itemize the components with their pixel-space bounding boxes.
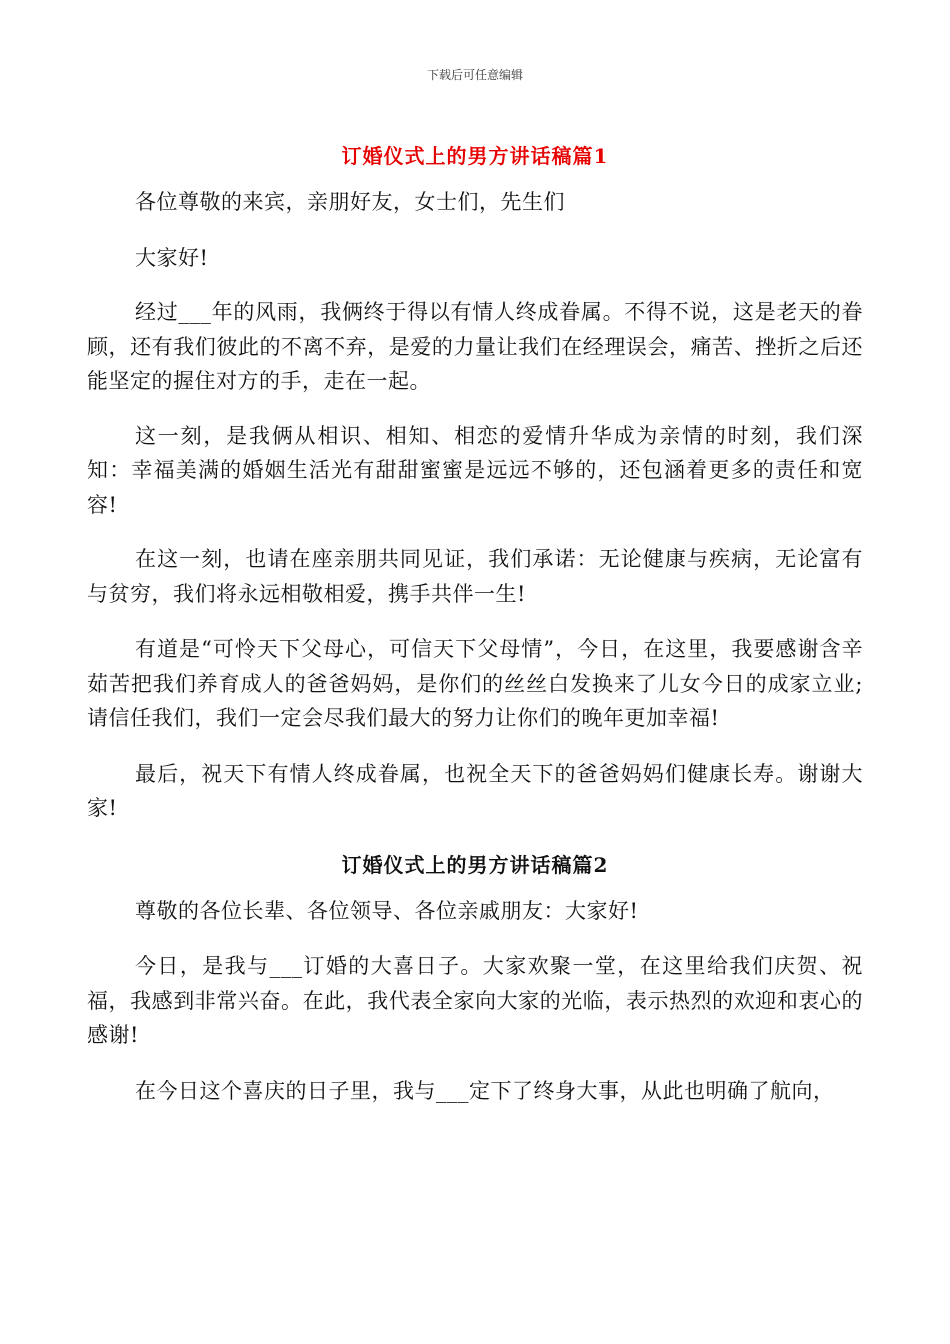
paragraph: 这一刻，是我俩从相识、相知、相恋的爱情升华成为亲情的时刻，我们深知：幸福美满的婚姻生活光有甜甜蜜蜜是远远不够的，还包涵着更多的责任和宽容! (87, 423, 863, 517)
paragraph: 有道是“可怜天下父母心，可信天下父母情”，今日，在这里，我要感谢含辛茹苦把我们养育成人的爸爸妈妈，是你们的丝丝白发换来了儿女今日的成家立业;请信任我们，我们一定会尽我们最大的努力让你们的晚年更加幸福! (87, 637, 863, 730)
document-body (87, 138, 863, 1108)
paragraph: 经过___年的风雨，我俩终于得以有情人终成眷属。不得不说，这是老天的眷顾，还有我们彼此的不离不弃，是爱的力量让我们在经理误会，痛苦、挫折之后还能坚定的握住对方的手，走在一起。 (87, 300, 863, 393)
section-title-2: 订婚仪式上的男方讲话稿篇2 (341, 852, 609, 877)
paragraph: 最后，祝天下有情人终成眷属，也祝全天下的爸爸妈妈们健康长寿。谢谢大家! (87, 761, 863, 820)
paragraph: 在这一刻，也请在座亲朋共同见证，我们承诺：无论健康与疾病，无论富有与贫穷，我们将永远相敬相爱，携手共伴一生! (87, 547, 863, 606)
paragraph: 各位尊敬的来宾，亲朋好友，女士们，先生们 (135, 190, 565, 214)
section-title-1: 订婚仪式上的男方讲话稿篇1 (341, 144, 609, 168)
header-note: 下载后可任意编辑 (426, 68, 523, 82)
paragraph: 今日，是我与___订婚的大喜日子。大家欢聚一堂，在这里给我们庆贺、祝福，我感到非常兴奋。在此，我代表全家向大家的光临，表示热烈的欢迎和衷心的感谢! (87, 954, 863, 1047)
paragraph: 在今日这个喜庆的日子里，我与___定下了终身大事，从此也明确了航向， (135, 1078, 835, 1103)
paragraph: 大家好! (135, 245, 209, 270)
paragraph: 尊敬的各位长辈、各位领导、各位亲戚朋友：大家好! (135, 898, 639, 923)
